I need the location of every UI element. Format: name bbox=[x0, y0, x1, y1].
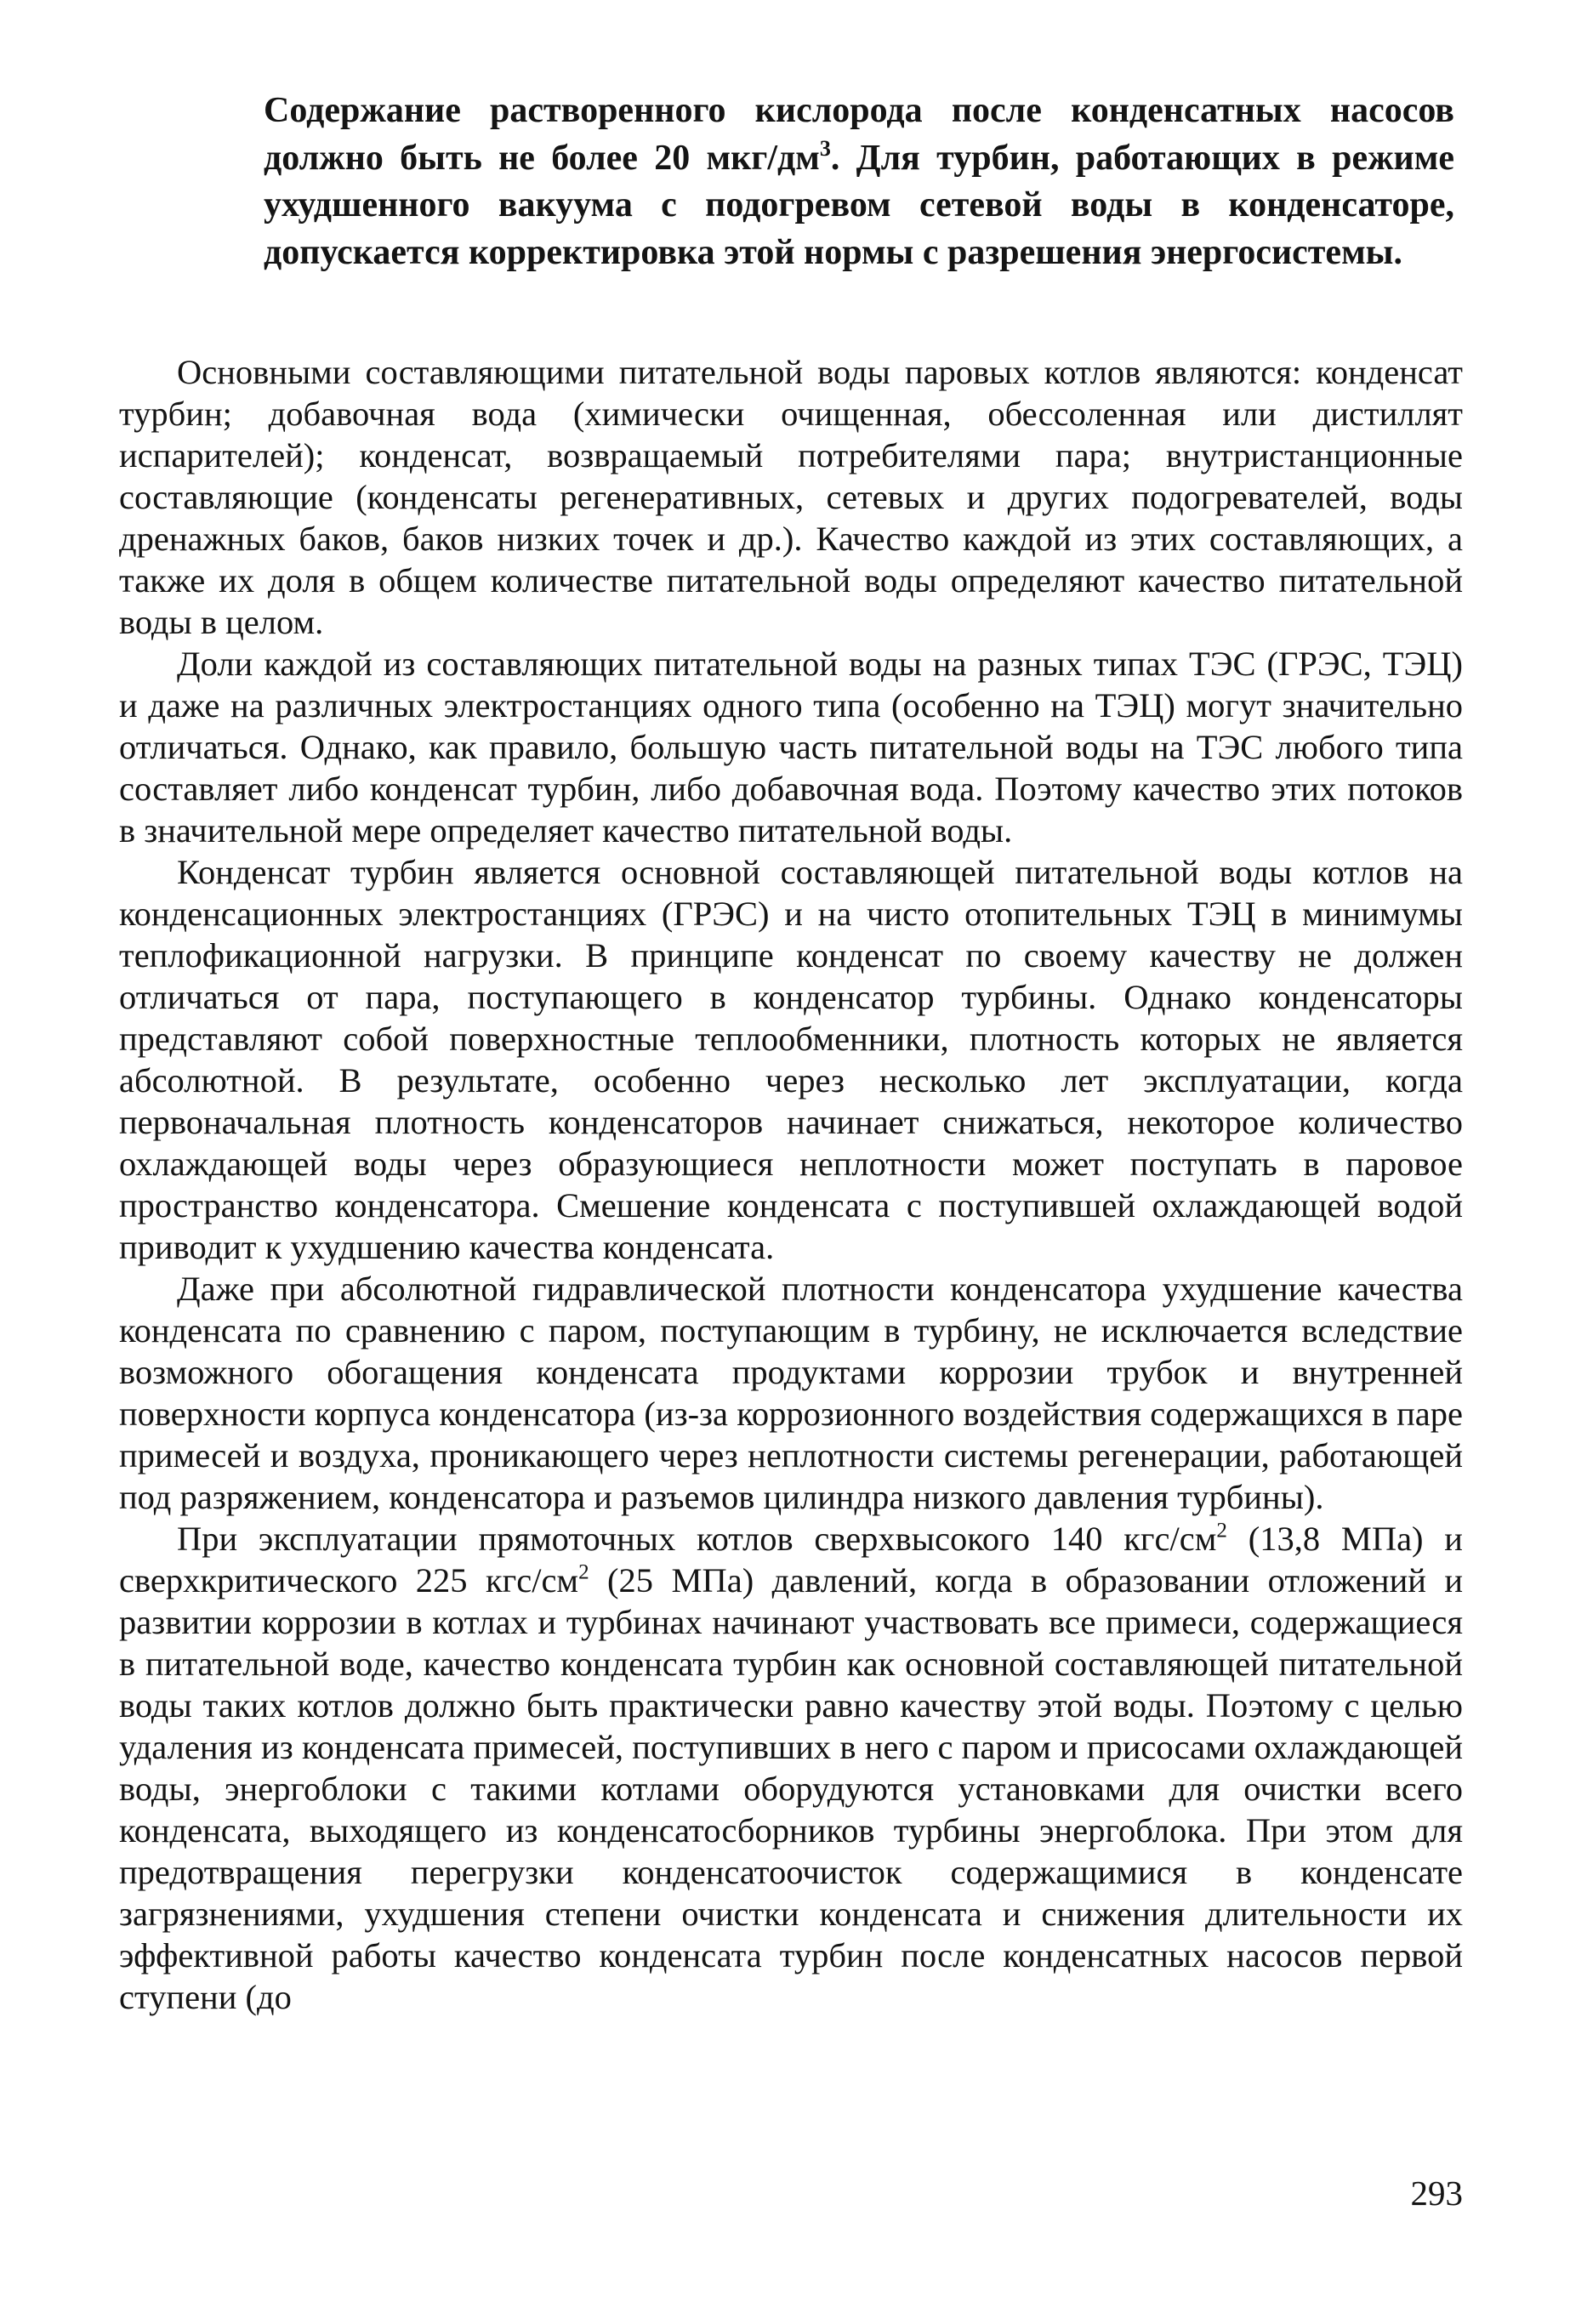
paragraph-5-superscript-1: 2 bbox=[1216, 1519, 1227, 1543]
emphasized-note bbox=[264, 88, 1454, 276]
paragraph-5 bbox=[119, 1518, 1463, 2018]
paragraph-2: Доли каждой из составляющих питательной воды на разных типах ТЭС (ГРЭС, ТЭЦ) и даже на различных электростанциях одного типа (особенно на ТЭЦ) могут значительно отличаться. Однако, как правило, большую часть питательной воды на ТЭС любого типа составляет либо конденсат турбин, либо добавочная вода. Поэтому качество этих потоков в значительной мере определяет качество питательной воды. bbox=[119, 645, 1463, 849]
paragraph-5-superscript-2: 2 bbox=[578, 1560, 589, 1584]
paragraph-3: Конденсат турбин является основной составляющей питательной воды котлов на конденсационных электростанциях (ГРЭС) и на чисто отопительных ТЭЦ в минимумы теплофикационной нагрузки. В принципе конденсат по своему качеству не должен отличаться от пара, поступающего в конденсатор турбины. Однако конденсаторы представляют собой поверхностные теплообменники, плотность которых не является абсолютной. В результате, особенно через несколько лет эксплуатации, когда первоначальная плотность конденсаторов начинает снижаться, некоторое количество охлаждающей воды через образующиеся неплотности может поступать в паровое пространство конденсатора. Смешение конденсата с поступившей охлаждающей водой приводит к ухудшению качества конденсата. bbox=[119, 853, 1463, 1266]
note-text-part1: Содержание растворенного кислорода после конденсатных насосов должно быть не более 20 мкг/дм bbox=[264, 91, 1454, 178]
body-text bbox=[119, 351, 1463, 2018]
page-number: 293 bbox=[1410, 2173, 1463, 2213]
note-text-part2: . Для турбин, работающих в режиме ухудшенного вакуума с подогревом сетевой воды в конденсаторе, допускается корректировка этой нормы с разрешения энергосистемы. bbox=[264, 138, 1455, 272]
paragraph-1: Основными составляющими питательной воды паровых котлов являются: конденсат турбин; добавочная вода (химически очищенная, обессоленная или дистиллят испарителей); конденсат, возвращаемый потребителями пара; внутристанционные составляющие (конденсаты регенеративных, сетевых и других подогревателей, воды дренажных баков, баков низких точек и др.). Качество каждой из этих составляющих, а также их доля в общем количестве питательной воды определяют качество питательной воды в целом. bbox=[119, 353, 1463, 641]
paragraph-5-part-b: (13,8 МПа) и сверхкритического 225 кгс/см bbox=[119, 1520, 1463, 1600]
paragraph-4: Даже при абсолютной гидравлической плотности конденсатора ухудшение качества конденсата по сравнению с паром, поступающим в турбину, не исключается вследствие возможного обогащения конденсата продуктами коррозии трубок и внутренней поверхности корпуса конденсатора (из-за коррозионного воздействия содержащихся в паре примесей и воздуха, проникающего через неплотности системы регенерации, работающей под разряжением, конденсатора и разъемов цилиндра низкого давления турбины). bbox=[119, 1270, 1463, 1516]
paragraph-5-part-a: При эксплуатации прямоточных котлов сверхвысокого 140 кгс/см bbox=[177, 1520, 1217, 1558]
paragraph-5-part-c: (25 МПа) давлений, когда в образовании отложений и развитии коррозии в котлах и турбинах начинают участвовать все примеси, содержащиеся в питательной воде, качество конденсата турбин как основной составляющей питательной воды таких котлов должно быть практически равно качеству этой воды. Поэтому с целью удаления из конденсата примесей, поступивших в него с паром и присосами охлаждающей воды, энергоблоки с такими котлами оборудуются установками для очистки всего конденсата, выходящего из конденсатосборников турбины энергоблока. При этом для предотвращения перегрузки конденсатоочисток содержащимися в конденсате загрязнениями, ухудшения степени очистки конденсата и снижения длительности их эффективной работы качество конденсата турбин после конденсатных насосов первой ступени (до bbox=[119, 1561, 1464, 2016]
note-superscript: 3 bbox=[819, 135, 831, 161]
